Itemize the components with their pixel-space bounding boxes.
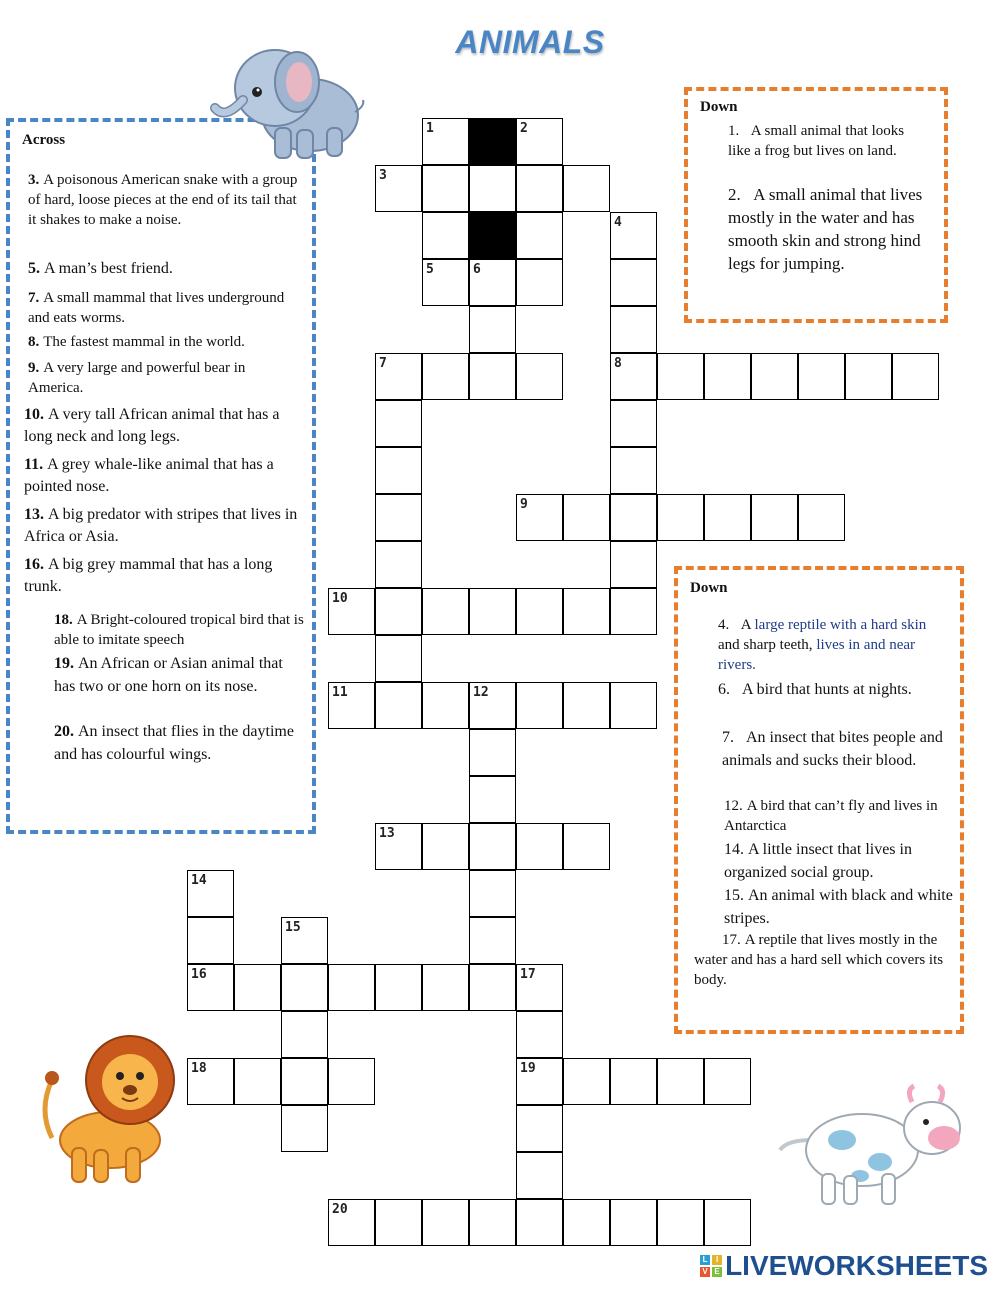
- across-heading: Across: [22, 132, 66, 148]
- crossword-cell[interactable]: [516, 1105, 563, 1152]
- crossword-cell[interactable]: [892, 353, 939, 400]
- crossword-cell-3[interactable]: [375, 165, 422, 212]
- down-heading-bottom: Down: [690, 580, 728, 596]
- clue-number: 2: [520, 121, 528, 136]
- across-clue-18: 18. A Bright-coloured tropical bird that is able to imitate speech: [54, 612, 304, 648]
- crossword-block: [469, 118, 516, 165]
- crossword-cell[interactable]: [657, 494, 704, 541]
- clue-number: 3: [379, 168, 387, 183]
- crossword-cell[interactable]: [516, 259, 563, 306]
- across-clue-19: 19. An African or Asian animal that has two or one horn on its nose.: [54, 655, 283, 695]
- crossword-cell[interactable]: [610, 1058, 657, 1105]
- crossword-cell[interactable]: [563, 494, 610, 541]
- crossword-cell[interactable]: [516, 353, 563, 400]
- crossword-cell-6[interactable]: [469, 259, 516, 306]
- clue-number: 6: [473, 262, 481, 277]
- crossword-cell[interactable]: [516, 1152, 563, 1199]
- crossword-cell[interactable]: [704, 1199, 751, 1246]
- crossword-cell-5[interactable]: [422, 259, 469, 306]
- crossword-cell-2[interactable]: [516, 118, 563, 165]
- down-clue-1: 1. A small animal that looks like a frog but lives on land.: [728, 123, 905, 159]
- crossword-cell[interactable]: [610, 447, 657, 494]
- across-clue-11: 11. A grey whale-like animal that has a pointed nose.: [24, 456, 274, 495]
- down-clue-2: 2. A small animal that lives mostly in the water and has smooth skin and strong hind legs for jumping.: [728, 185, 923, 273]
- clue-number: 9: [520, 497, 528, 512]
- across-clue-5: 5. A man’s best friend.: [28, 260, 173, 277]
- crossword-cell[interactable]: [469, 776, 516, 823]
- clue-number: 7: [379, 356, 387, 371]
- crossword-cell[interactable]: [375, 964, 422, 1011]
- across-clue-13: 13. A big predator with stripes that lives in Africa or Asia.: [24, 506, 298, 545]
- liveworksheets-logo[interactable]: [700, 1250, 988, 1282]
- crossword-cell[interactable]: [563, 165, 610, 212]
- crossword-cell[interactable]: [422, 165, 469, 212]
- crossword-cell[interactable]: [375, 682, 422, 729]
- crossword-cell[interactable]: [469, 1199, 516, 1246]
- crossword-cell-1[interactable]: [422, 118, 469, 165]
- crossword-cell[interactable]: [563, 1058, 610, 1105]
- crossword-cell[interactable]: [516, 1199, 563, 1246]
- crossword-cell[interactable]: [375, 400, 422, 447]
- across-clue-20: 20. An insect that flies in the daytime and has colourful wings.: [54, 723, 294, 763]
- clue-number: 1: [426, 121, 434, 136]
- crossword-cell-4[interactable]: [610, 212, 657, 259]
- page-title: ANIMALS: [455, 24, 605, 60]
- crossword-cell[interactable]: [610, 1199, 657, 1246]
- crossword-cell[interactable]: [422, 682, 469, 729]
- crossword-cell[interactable]: [610, 494, 657, 541]
- crossword-cell[interactable]: [657, 1199, 704, 1246]
- crossword-cell[interactable]: [234, 1058, 281, 1105]
- down-clue-15: 15. An animal with black and white stripes.: [724, 887, 953, 927]
- logo-text: LIVEWORKSHEETS: [725, 1250, 988, 1281]
- crossword-cell[interactable]: [516, 212, 563, 259]
- crossword-cell[interactable]: [798, 494, 845, 541]
- crossword-cell[interactable]: [422, 964, 469, 1011]
- down-clues-box-bottom: [674, 566, 964, 1034]
- crossword-cell[interactable]: [516, 165, 563, 212]
- crossword-cell[interactable]: [328, 1058, 375, 1105]
- clue-number: 5: [426, 262, 434, 277]
- crossword-cell[interactable]: [845, 353, 892, 400]
- crossword-cell[interactable]: [469, 306, 516, 353]
- clue-number: 13: [379, 826, 395, 841]
- crossword-cell[interactable]: [610, 541, 657, 588]
- across-clue-8: 8. The fastest mammal in the world.: [28, 334, 245, 350]
- crossword-cell[interactable]: [281, 1105, 328, 1152]
- crossword-cell[interactable]: [751, 353, 798, 400]
- crossword-cell[interactable]: [422, 1199, 469, 1246]
- clue-number: 11: [332, 685, 348, 700]
- crossword-cell[interactable]: [610, 259, 657, 306]
- crossword-cell[interactable]: [469, 353, 516, 400]
- clue-number: 16: [191, 967, 207, 982]
- crossword-cell[interactable]: [281, 964, 328, 1011]
- crossword-cell[interactable]: [328, 964, 375, 1011]
- clue-number: 17: [520, 967, 536, 982]
- crossword-block: [469, 212, 516, 259]
- across-clue-10: 10. A very tall African animal that has a long neck and long legs.: [24, 406, 280, 445]
- crossword-cell-17[interactable]: [516, 964, 563, 1011]
- crossword-cell[interactable]: [516, 682, 563, 729]
- down-heading-top: Down: [700, 99, 738, 115]
- down-clue-17: 17. A reptile that lives mostly in the water and has a hard sell which covers its body.: [694, 932, 944, 988]
- crossword-cell[interactable]: [375, 635, 422, 682]
- lion-illustration: [30, 1030, 190, 1190]
- crossword-cell[interactable]: [469, 165, 516, 212]
- elephant-illustration: [205, 30, 370, 165]
- crossword-cell[interactable]: [704, 494, 751, 541]
- across-clue-3: 3. A poisonous American snake with a group of hard, loose pieces at the end of its tail that it shakes to make a noise.: [28, 172, 298, 228]
- crossword-cell[interactable]: [516, 588, 563, 635]
- crossword-cell[interactable]: [469, 964, 516, 1011]
- across-clue-7: 7. A small mammal that lives underground and eats worms.: [28, 290, 285, 326]
- crossword-cell-15[interactable]: [281, 917, 328, 964]
- across-clue-9: 9. A very large and powerful bear in America.: [28, 360, 246, 396]
- crossword-cell-9[interactable]: [516, 494, 563, 541]
- crossword-cell[interactable]: [563, 823, 610, 870]
- crossword-cell-12[interactable]: [469, 682, 516, 729]
- crossword-cell[interactable]: [704, 353, 751, 400]
- crossword-cell[interactable]: [610, 400, 657, 447]
- crossword-cell-18[interactable]: [187, 1058, 234, 1105]
- crossword-cell-14[interactable]: [187, 870, 234, 917]
- crossword-cell[interactable]: [751, 494, 798, 541]
- crossword-cell[interactable]: [798, 353, 845, 400]
- clue-number: 4: [614, 215, 622, 230]
- crossword-cell[interactable]: [375, 1199, 422, 1246]
- down-clues-box-top: [684, 87, 948, 323]
- clue-number: 18: [191, 1061, 207, 1076]
- crossword-cell[interactable]: [375, 494, 422, 541]
- crossword-cell[interactable]: [469, 823, 516, 870]
- crossword-cell[interactable]: [187, 917, 234, 964]
- crossword-cell[interactable]: [469, 917, 516, 964]
- crossword-cell[interactable]: [281, 1011, 328, 1058]
- clue-number: 19: [520, 1061, 536, 1076]
- down-clue-6: 6. A bird that hunts at nights.: [718, 681, 912, 698]
- crossword-cell-16[interactable]: [187, 964, 234, 1011]
- crossword-cell[interactable]: [469, 729, 516, 776]
- crossword-cell[interactable]: [469, 588, 516, 635]
- crossword-cell[interactable]: [610, 588, 657, 635]
- crossword-cell[interactable]: [563, 588, 610, 635]
- crossword-cell[interactable]: [422, 823, 469, 870]
- crossword-cell[interactable]: [422, 353, 469, 400]
- down-clue-7: 7. An insect that bites people and animals and sucks their blood.: [722, 729, 943, 769]
- logo-mark-icon: L I V E: [700, 1255, 722, 1277]
- crossword-cell[interactable]: [516, 1011, 563, 1058]
- clue-number: 8: [614, 356, 622, 371]
- down-clue-14: 14. A little insect that lives in organized social group.: [724, 841, 912, 881]
- crossword-cell[interactable]: [563, 682, 610, 729]
- crossword-cell[interactable]: [563, 1199, 610, 1246]
- clue-number: 10: [332, 591, 348, 606]
- crossword-cell[interactable]: [657, 1058, 704, 1105]
- crossword-cell-7[interactable]: [375, 353, 422, 400]
- clue-number: 12: [473, 685, 489, 700]
- crossword-cell-20[interactable]: [328, 1199, 375, 1246]
- crossword-cell-8[interactable]: [610, 353, 657, 400]
- crossword-cell[interactable]: [422, 212, 469, 259]
- crossword-cell[interactable]: [469, 870, 516, 917]
- crossword-cell[interactable]: [422, 588, 469, 635]
- crossword-cell[interactable]: [375, 447, 422, 494]
- clue-number: 14: [191, 873, 207, 888]
- down-clue-4: 4. A large reptile with a hard skin and sharp teeth, lives in and near rivers.: [718, 617, 927, 673]
- crossword-cell[interactable]: [234, 964, 281, 1011]
- crossword-cell[interactable]: [610, 682, 657, 729]
- clue-number: 20: [332, 1202, 348, 1217]
- crossword-cell-13[interactable]: [375, 823, 422, 870]
- crossword-cell[interactable]: [610, 306, 657, 353]
- clue-number: 15: [285, 920, 301, 935]
- across-clue-16: 16. A big grey mammal that has a long trunk.: [24, 556, 273, 595]
- crossword-cell[interactable]: [375, 588, 422, 635]
- crossword-cell-11[interactable]: [328, 682, 375, 729]
- crossword-cell[interactable]: [375, 541, 422, 588]
- crossword-cell[interactable]: [281, 1058, 328, 1105]
- across-clues-box: [6, 118, 316, 834]
- crossword-cell[interactable]: [516, 823, 563, 870]
- crossword-cell[interactable]: [657, 353, 704, 400]
- crossword-cell[interactable]: [704, 1058, 751, 1105]
- crossword-cell-19[interactable]: [516, 1058, 563, 1105]
- cow-illustration: [772, 1080, 972, 1210]
- crossword-cell-10[interactable]: [328, 588, 375, 635]
- down-clue-12: 12. A bird that can’t fly and lives in Antarctica: [724, 798, 938, 834]
